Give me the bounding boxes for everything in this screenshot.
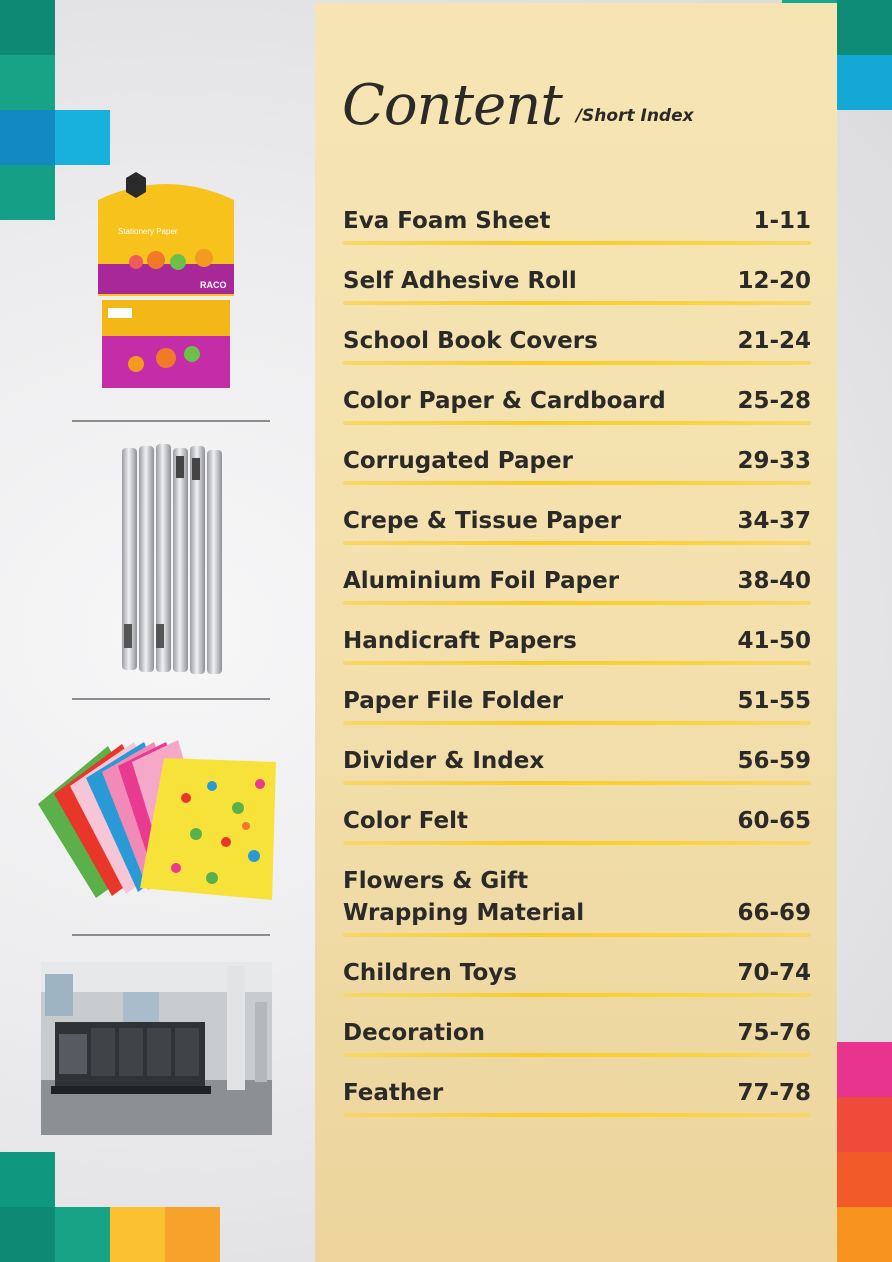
decor-square — [0, 1152, 55, 1207]
toc-row — [343, 615, 811, 675]
toc-pages: 1-11 — [753, 208, 811, 234]
toc-divider — [343, 1113, 811, 1117]
pack-label: Stationery Paper — [118, 227, 178, 236]
toc-row — [343, 855, 811, 947]
toc-pages: 60-65 — [737, 808, 811, 834]
toc-pages: 21-24 — [737, 328, 811, 354]
toc-label: Corrugated Paper — [343, 448, 573, 474]
factory-printing-machine-icon — [41, 962, 272, 1135]
table-of-contents — [343, 195, 811, 1127]
toc-row — [343, 1007, 811, 1067]
toc-divider — [343, 721, 811, 725]
toc-divider — [343, 841, 811, 845]
toc-pages: 66-69 — [737, 900, 811, 926]
toc-divider — [343, 781, 811, 785]
toc-row — [343, 555, 811, 615]
toc-pages: 56-59 — [737, 748, 811, 774]
toc-pages: 41-50 — [737, 628, 811, 654]
toc-label: Crepe & Tissue Paper — [343, 508, 622, 534]
title-subtitle: /Short Index — [575, 106, 694, 126]
adhesive-rolls-icon — [120, 444, 224, 676]
decor-square — [0, 1207, 55, 1262]
decor-square — [837, 1207, 892, 1262]
toc-row — [343, 315, 811, 375]
toc-pages: 25-28 — [737, 388, 811, 414]
toc-label: Flowers & Gift Wrapping Material — [343, 868, 585, 926]
toc-divider — [343, 481, 811, 485]
decor-square — [0, 165, 55, 220]
toc-pages: 34-37 — [737, 508, 811, 534]
toc-label: Handicraft Papers — [343, 628, 577, 654]
product-image-adhesive-rolls — [120, 444, 224, 676]
decor-square — [837, 55, 892, 110]
toc-row — [343, 675, 811, 735]
toc-label: Color Paper & Cardboard — [343, 388, 666, 414]
decor-square — [0, 110, 55, 165]
decor-square — [55, 1207, 110, 1262]
toc-row — [343, 735, 811, 795]
product-image-stationery-paper — [96, 168, 236, 390]
image-divider — [72, 420, 270, 422]
toc-divider — [343, 421, 811, 425]
toc-pages: 12-20 — [737, 268, 811, 294]
toc-divider — [343, 241, 811, 245]
toc-label: Aluminium Foil Paper — [343, 568, 620, 594]
toc-label: Color Felt — [343, 808, 468, 834]
toc-divider — [343, 1053, 811, 1057]
toc-divider — [343, 541, 811, 545]
toc-label: Children Toys — [343, 960, 517, 986]
decor-square — [55, 110, 110, 165]
toc-label: Feather — [343, 1080, 444, 1106]
toc-label: Paper File Folder — [343, 688, 564, 714]
decor-square — [110, 1207, 165, 1262]
toc-label: Divider & Index — [343, 748, 545, 774]
toc-divider — [343, 301, 811, 305]
toc-row — [343, 495, 811, 555]
toc-label: School Book Covers — [343, 328, 598, 354]
factory-image — [41, 962, 272, 1135]
title-script: Content — [342, 73, 562, 138]
decor-square — [837, 1152, 892, 1207]
toc-divider — [343, 933, 811, 937]
page-title — [342, 73, 694, 138]
toc-row — [343, 255, 811, 315]
toc-divider — [343, 601, 811, 605]
toc-row — [343, 1067, 811, 1127]
stationery-paper-pack-icon — [96, 168, 236, 390]
pack-brand: RACO — [200, 280, 227, 290]
toc-row — [343, 795, 811, 855]
decor-square — [837, 1097, 892, 1152]
toc-label: Self Adhesive Roll — [343, 268, 577, 294]
toc-row — [343, 375, 811, 435]
toc-label: Eva Foam Sheet — [343, 208, 551, 234]
toc-row — [343, 435, 811, 495]
toc-pages: 51-55 — [737, 688, 811, 714]
decor-square — [0, 0, 55, 55]
decor-square — [837, 1042, 892, 1097]
image-divider — [72, 934, 270, 936]
toc-label: Decoration — [343, 1020, 486, 1046]
product-image-printed-paper — [36, 738, 276, 900]
toc-row — [343, 195, 811, 255]
toc-pages: 29-33 — [737, 448, 811, 474]
toc-pages: 77-78 — [737, 1080, 811, 1106]
toc-divider — [343, 661, 811, 665]
toc-divider — [343, 361, 811, 365]
toc-row — [343, 947, 811, 1007]
toc-pages: 38-40 — [737, 568, 811, 594]
toc-pages: 70-74 — [737, 960, 811, 986]
toc-pages: 75-76 — [737, 1020, 811, 1046]
toc-divider — [343, 993, 811, 997]
decor-square — [165, 1207, 220, 1262]
decor-square — [0, 55, 55, 110]
decor-square — [837, 0, 892, 55]
image-divider — [72, 698, 270, 700]
printed-paper-sheets-icon — [36, 738, 276, 900]
